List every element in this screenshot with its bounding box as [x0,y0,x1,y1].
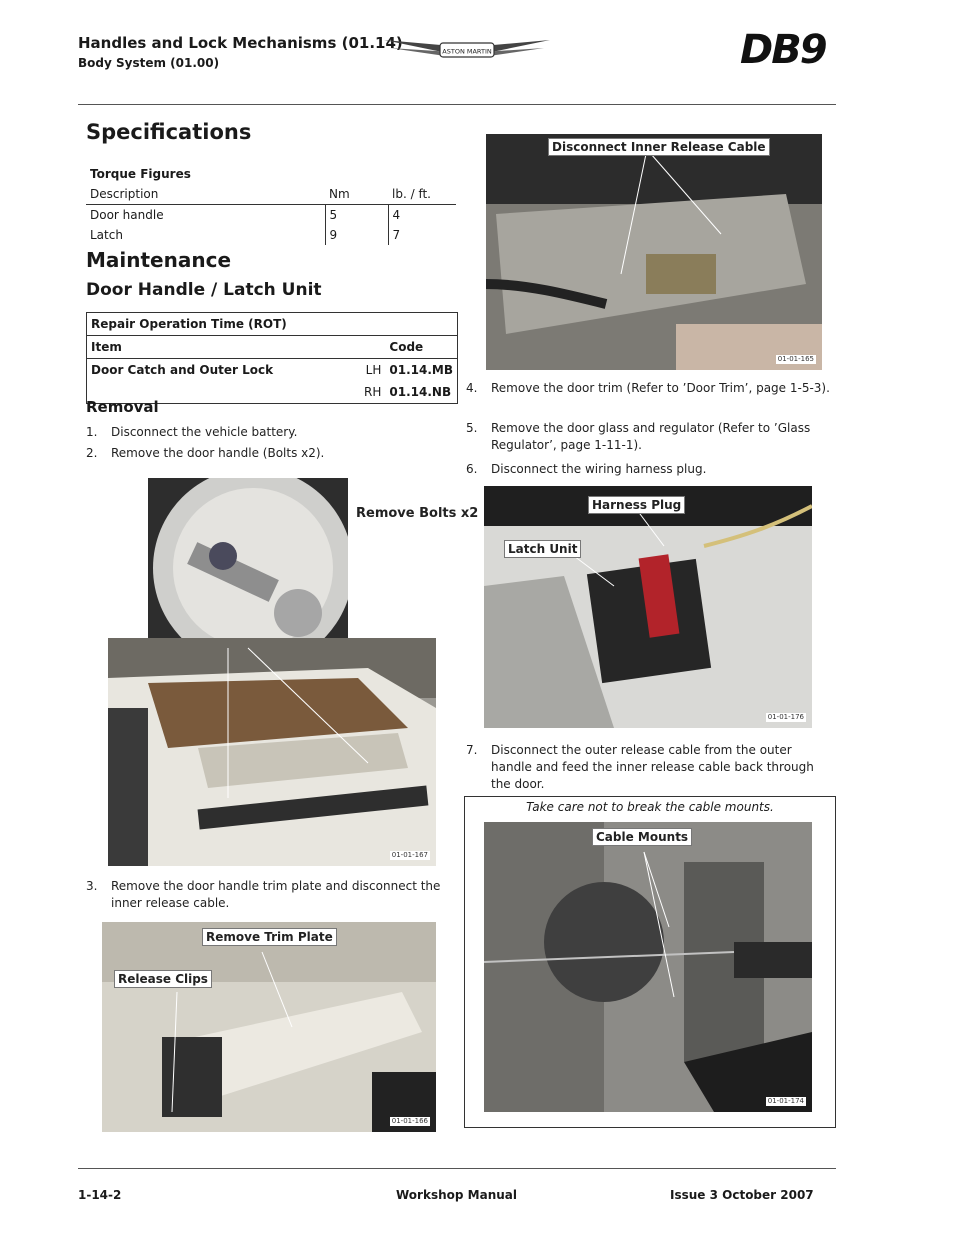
torque-col-description: Description [90,187,159,201]
step-text: Remove the door glass and regulator (Refer to ’Glass Regulator’, page 1-11-1). [491,421,811,452]
rot-lh-code: 01.14.MB [389,363,453,377]
step-text: Remove the door trim (Refer to ’Door Trim’, page 1-5-3). [491,381,830,395]
step-text: Remove the door handle (Bolts x2). [111,446,325,460]
callout-disconnect-inner-release-cable: Disconnect Inner Release Cable [548,138,770,156]
step-4 [466,380,836,397]
figure-id: 01-01-174 [767,1097,804,1105]
caution-text: Take care not to break the cable mounts. [526,800,774,814]
photo-remove-bolts-closeup [148,478,348,642]
table-cell: 5 [325,205,388,226]
table-cell: Door handle [90,208,164,222]
rot-table [86,312,458,404]
figure-id: 01-01-176 [767,713,804,721]
table-row [86,205,456,226]
section-title: Handles and Lock Mechanisms (01.14) [78,34,403,52]
specifications-heading: Specifications [86,120,252,144]
removal-heading: Removal [86,398,159,416]
table-cell: 4 [388,205,456,226]
table-cell: Latch [90,228,123,242]
step-number: 3. [86,879,98,893]
step-number: 1. [86,425,98,439]
step-text: Remove the door handle trim plate and disconnect the inner release cable. [111,879,441,910]
manual-title: Workshop Manual [396,1188,517,1202]
torque-col-nm: Nm [329,187,350,201]
figure-id: 01-01-167 [391,851,428,859]
door-handle-heading: Door Handle / Latch Unit [86,280,322,300]
torque-col-lbft: lb. / ft. [392,187,431,201]
rot-item: Door Catch and Outer Lock [91,363,274,377]
rot-rh-label: RH [364,385,382,399]
header-divider [78,104,836,105]
step-number: 4. [466,381,478,395]
rot-col-code: Code [389,340,424,354]
torque-caption: Torque Figures [90,167,191,181]
footer-divider [78,1168,836,1169]
step-text: Disconnect the vehicle battery. [111,425,298,439]
brand-badge-text: ASTON MARTIN [442,47,492,56]
photo-cable-mounts [484,822,812,1112]
photo-door-handle [108,638,436,866]
step-text: Disconnect the outer release cable from the outer handle and feed the inner release cable back through the door. [491,743,814,791]
step-number: 5. [466,421,478,435]
step-6 [466,461,836,478]
step-number: 2. [86,446,98,460]
step-number: 6. [466,462,478,476]
rot-caption: Repair Operation Time (ROT) [91,317,287,331]
step-3 [86,878,458,912]
step-5 [466,420,836,454]
callout-harness-plug: Harness Plug [588,496,685,514]
page-number: 1-14-2 [78,1188,122,1202]
photo-inner-release-cable [486,134,822,370]
callout-remove-trim-plate: Remove Trim Plate [202,928,337,946]
step-1 [86,424,456,441]
step-number: 7. [466,743,478,757]
issue-date: Issue 3 October 2007 [670,1188,814,1202]
db9-model-logo: DB9 [740,27,826,73]
step-7 [466,742,836,793]
figure-id: 01-01-166 [391,1117,428,1125]
callout-remove-bolts: Remove Bolts x2 [356,506,479,521]
table-cell: 9 [325,225,388,245]
aston-martin-logo [382,30,552,74]
step-2 [86,445,456,462]
maintenance-heading: Maintenance [86,248,232,272]
table-row [86,225,456,245]
section-subtitle: Body System (01.00) [78,56,220,70]
callout-latch-unit: Latch Unit [504,540,581,558]
torque-table [86,164,456,245]
rot-rh-code: 01.14.NB [389,385,452,399]
step-text: Disconnect the wiring harness plug. [491,462,707,476]
rot-lh-label: LH [365,363,382,377]
photo-harness-plug [484,486,812,728]
photo-trim-plate [102,922,436,1132]
callout-release-clips: Release Clips [114,970,212,988]
rot-col-item: Item [91,340,122,354]
table-cell: 7 [388,225,456,245]
figure-id: 01-01-165 [777,355,814,363]
callout-cable-mounts: Cable Mounts [592,828,692,846]
